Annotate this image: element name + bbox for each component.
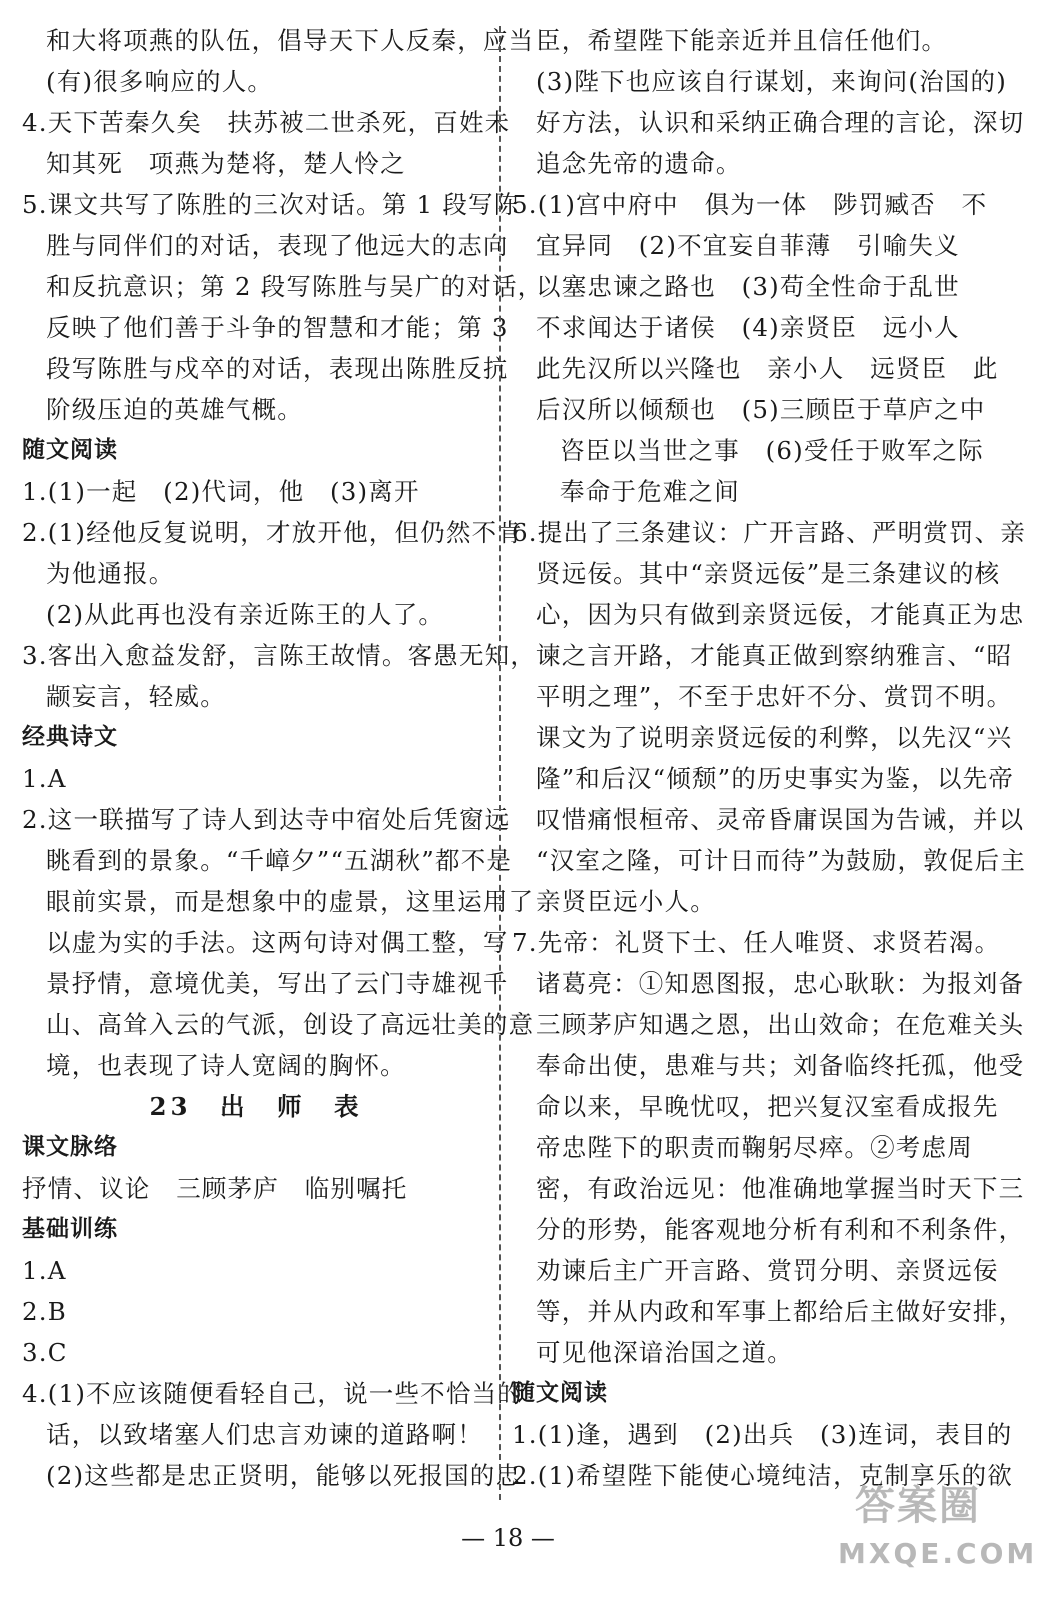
text-line: 课文为了说明亲贤远佞的利弊，以先汉“兴: [536, 723, 1013, 752]
text-line: 抒情、议论 三顾茅庐 临别嘱托: [22, 1174, 408, 1203]
watermark-top: 答案圈: [855, 1483, 981, 1529]
text-line: 7.先帝：礼贤下士、任人唯贤、求贤若渴。: [512, 928, 1001, 957]
left-column: [22, 20, 544, 1496]
text-line: 分的形势，能客观地分析有利和不利条件，: [536, 1215, 1025, 1244]
text-line: 知其死 项燕为楚将，楚人怜之: [46, 149, 406, 178]
text-line: (3)陛下也应该自行谋划，来询问(治国的): [536, 67, 1008, 96]
text-line: 谏之言开路，才能真正做到察纳雅言、“昭: [536, 641, 1013, 670]
text-line: 和反抗意识；第 2 段写陈胜与吴广的对话，: [46, 272, 544, 301]
text-line: 4.天下苦秦久矣 扶苏被二世杀死，百姓未: [22, 108, 511, 137]
text-line: (2)这些都是忠正贤明，能够以死报国的忠: [46, 1461, 522, 1490]
text-line: 眺看到的景象。“千嶂夕”“五湖秋”都不是: [46, 846, 513, 875]
text-line: 帝忠陛下的职责而鞠躬尽瘁。②考虑周: [536, 1133, 973, 1162]
text-line: 三顾茅庐知遇之恩，出山效命；在危难关头: [536, 1010, 1025, 1039]
text-line: 胜与同伴们的对话，表现了他远大的志向: [46, 231, 509, 260]
text-line: 心，因为只有做到亲贤远佞，才能真正为忠: [536, 600, 1025, 629]
text-line: 贤远佞。其中“亲贤远佞”是三条建议的核: [536, 559, 1001, 588]
text-line: 追念先帝的遗命。: [536, 149, 742, 178]
text-line: 反映了他们善于斗争的智慧和才能；第 3: [46, 313, 509, 342]
watermark-bottom: MXQE.COM: [838, 1537, 1037, 1570]
text-line: 平明之理”，不至于忠奸不分、赏罚不明。: [536, 682, 1013, 711]
section-heading: 随文阅读: [22, 437, 118, 463]
text-line: 以虚为实的手法。这两句诗对偶工整，写: [46, 928, 509, 957]
text-line: 5.课文共写了陈胜的三次对话。第 1 段写陈: [22, 190, 520, 219]
text-line: 后汉所以倾颓也 (5)三顾臣于草庐之中: [536, 395, 986, 424]
text-line: 1.(1)一起 (2)代词，他 (3)离开: [22, 477, 420, 506]
text-line: 好方法，认识和采纳正确合理的言论，深切: [536, 108, 1025, 137]
text-line: 叹惜痛恨桓帝、灵帝昏庸误国为告诫，并以: [536, 805, 1025, 834]
text-line: 诸葛亮：①知恩图报，忠心耿耿：为报刘备: [536, 969, 1025, 998]
text-line: 可见他深谙治国之道。: [536, 1338, 793, 1367]
text-line: 密，有政治远见：他准确地掌握当时天下三: [536, 1174, 1025, 1203]
text-line: 宜异同 (2)不宜妄自菲薄 引喻失义: [536, 231, 960, 260]
text-line: 和大将项燕的队伍，倡导天下人反秦，应当: [46, 26, 535, 55]
text-line: “汉室之隆，可计日而待”为鼓励，敦促后主: [536, 846, 1027, 875]
right-column: [512, 20, 1027, 1496]
text-line: 此先汉所以兴隆也 亲小人 远贤臣 此: [536, 354, 999, 383]
text-line: 1.(1)逢，遇到 (2)出兵 (3)连词，表目的: [512, 1420, 1013, 1449]
text-line: 4.(1)不应该随便看轻自己，说一些不恰当的: [22, 1379, 523, 1408]
text-line: 不求闻达于诸侯 (4)亲贤臣 远小人: [536, 313, 960, 342]
text-line: 1.A: [22, 764, 67, 793]
lesson-title: 23 出 师 表: [149, 1092, 363, 1121]
text-line: 等，并从内政和军事上都给后主做好安排，: [536, 1297, 1025, 1326]
text-line: 景抒情，意境优美，写出了云门寺雄视千: [46, 969, 509, 998]
text-line: 段写陈胜与戍卒的对话，表现出陈胜反抗: [46, 354, 509, 383]
text-line: 6.提出了三条建议：广开言路、严明赏罚、亲: [512, 518, 1027, 547]
text-line: 咨臣以当世之事 (6)受任于败军之际: [560, 436, 984, 465]
column-divider: [499, 26, 501, 1500]
text-line: 眼前实景，而是想象中的虚景，这里运用了: [46, 887, 535, 916]
text-line: 劝谏后主广开言路、赏罚分明、亲贤远佞: [536, 1256, 999, 1285]
text-line: 亲贤臣远小人。: [536, 887, 716, 916]
text-line: 奉命出使，患难与共；刘备临终托孤，他受: [536, 1051, 1025, 1080]
text-line: 命以来，早晚忧叹，把兴复汉室看成报先: [536, 1092, 999, 1121]
text-line: 山、高耸入云的气派，创设了高远壮美的意: [46, 1010, 535, 1039]
text-line: 以塞忠谏之路也 (3)苟全性命于乱世: [536, 272, 960, 301]
text-line: 2.这一联描写了诗人到达寺中宿处后凭窗远: [22, 805, 511, 834]
text-line: 臣，希望陛下能亲近并且信任他们。: [536, 26, 948, 55]
text-line: 奉命于危难之间: [560, 477, 740, 506]
section-heading: 课文脉络: [22, 1134, 118, 1160]
text-line: 3.C: [22, 1338, 68, 1367]
text-line: 5.(1)宫中府中 俱为一体 陟罚臧否 不: [512, 190, 988, 219]
section-heading: 经典诗文: [22, 724, 118, 750]
watermark-logo: [838, 1478, 1037, 1592]
page-number: — 18 —: [461, 1524, 555, 1552]
text-line: 2.B: [22, 1297, 67, 1326]
text-line: 2.(1)希望陛下能使心境纯洁，克制享乐的欲: [512, 1461, 1013, 1490]
text-line: 话，以致堵塞人们忠言劝谏的道路啊！: [46, 1420, 483, 1449]
text-line: 境，也表现了诗人宽阔的胸怀。: [46, 1051, 406, 1080]
text-line: (2)从此再也没有亲近陈王的人了。: [46, 600, 445, 629]
text-line: (有)很多响应的人。: [46, 67, 274, 96]
text-line: 隆”和后汉“倾颓”的历史事实为鉴，以先帝: [536, 764, 1015, 793]
text-line: 3.客出入愈益发舒，言陈王故情。客愚无知，: [22, 641, 537, 670]
text-line: 阶级压迫的英雄气概。: [46, 395, 303, 424]
text-line: 1.A: [22, 1256, 67, 1285]
text-line: 为他通报。: [46, 559, 175, 588]
text-line: 2.(1)经他反复说明，才放开他，但仍然不肯: [22, 518, 523, 547]
section-heading: 随文阅读: [512, 1380, 608, 1406]
section-heading: 基础训练: [22, 1216, 118, 1242]
text-line: 颛妄言，轻威。: [46, 682, 226, 711]
